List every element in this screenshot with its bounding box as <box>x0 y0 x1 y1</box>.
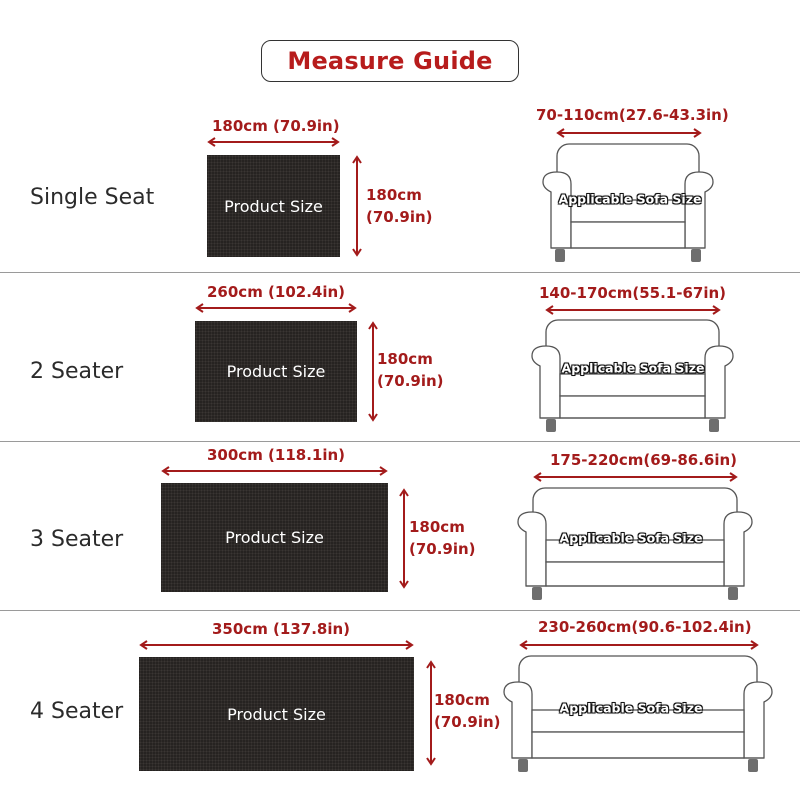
sofa-range-label: 230-260cm(90.6-102.4in) <box>538 618 752 636</box>
product-height-cm: 180cm <box>434 691 490 709</box>
product-size-swatch <box>161 483 388 592</box>
sofa-outline-icon <box>516 486 754 604</box>
product-width-arrow <box>139 640 414 650</box>
sofa-outline-icon <box>530 318 735 436</box>
applicable-sofa-size-label: Applicable Sofa Size <box>559 700 703 716</box>
row-divider <box>0 441 800 442</box>
product-size-label: Product Size <box>224 196 323 216</box>
product-width-label: 300cm (118.1in) <box>207 446 346 464</box>
row-label: Single Seat <box>30 185 155 210</box>
product-width-arrow <box>207 137 340 147</box>
product-width-arrow <box>195 303 357 313</box>
product-height-label <box>409 516 476 560</box>
product-width-arrow <box>161 466 388 476</box>
product-height-label <box>366 184 433 228</box>
sofa-range-label: 140-170cm(55.1-67in) <box>539 284 727 302</box>
product-size-label: Product Size <box>226 362 326 381</box>
row-label: 3 Seater <box>30 527 124 552</box>
sofa-range-label: 175-220cm(69-86.6in) <box>550 451 738 469</box>
product-width-label: 260cm (102.4in) <box>207 283 346 301</box>
product-size-swatch <box>195 321 357 422</box>
product-size-swatch <box>139 657 414 771</box>
product-height-cm: 180cm <box>409 518 465 536</box>
product-height-in: (70.9in) <box>434 713 501 731</box>
product-size-label: Product Size <box>225 528 324 547</box>
product-height-in: (70.9in) <box>377 372 444 390</box>
sofa-range-arrow <box>556 128 702 138</box>
product-width-label: 180cm (70.9in) <box>212 117 340 135</box>
product-height-arrow <box>399 488 409 589</box>
product-height-arrow <box>352 155 362 257</box>
applicable-sofa-size-label: Applicable Sofa Size <box>559 530 703 546</box>
row-label: 4 Seater <box>30 699 124 724</box>
sofa-range-arrow <box>533 472 738 482</box>
row-divider <box>0 610 800 611</box>
row-label: 2 Seater <box>30 359 124 384</box>
applicable-sofa-size-label: Applicable Sofa Size <box>558 191 702 207</box>
product-height-label <box>377 348 444 392</box>
product-height-in: (70.9in) <box>366 208 433 226</box>
product-height-cm: 180cm <box>366 186 422 204</box>
product-size-swatch <box>207 155 340 257</box>
applicable-sofa-size-label: Applicable Sofa Size <box>561 360 705 376</box>
measure-guide-title: Measure Guide <box>261 40 519 82</box>
product-height-cm: 180cm <box>377 350 433 368</box>
sofa-outline-icon <box>541 142 715 266</box>
sofa-range-arrow <box>545 305 721 315</box>
product-height-label <box>434 689 501 733</box>
row-divider <box>0 272 800 273</box>
sofa-range-arrow <box>519 640 759 650</box>
product-width-label: 350cm (137.8in) <box>212 620 351 638</box>
product-height-in: (70.9in) <box>409 540 476 558</box>
sofa-outline-icon <box>502 654 774 776</box>
sofa-range-label: 70-110cm(27.6-43.3in) <box>536 106 729 124</box>
product-size-label: Product Size <box>227 704 326 724</box>
